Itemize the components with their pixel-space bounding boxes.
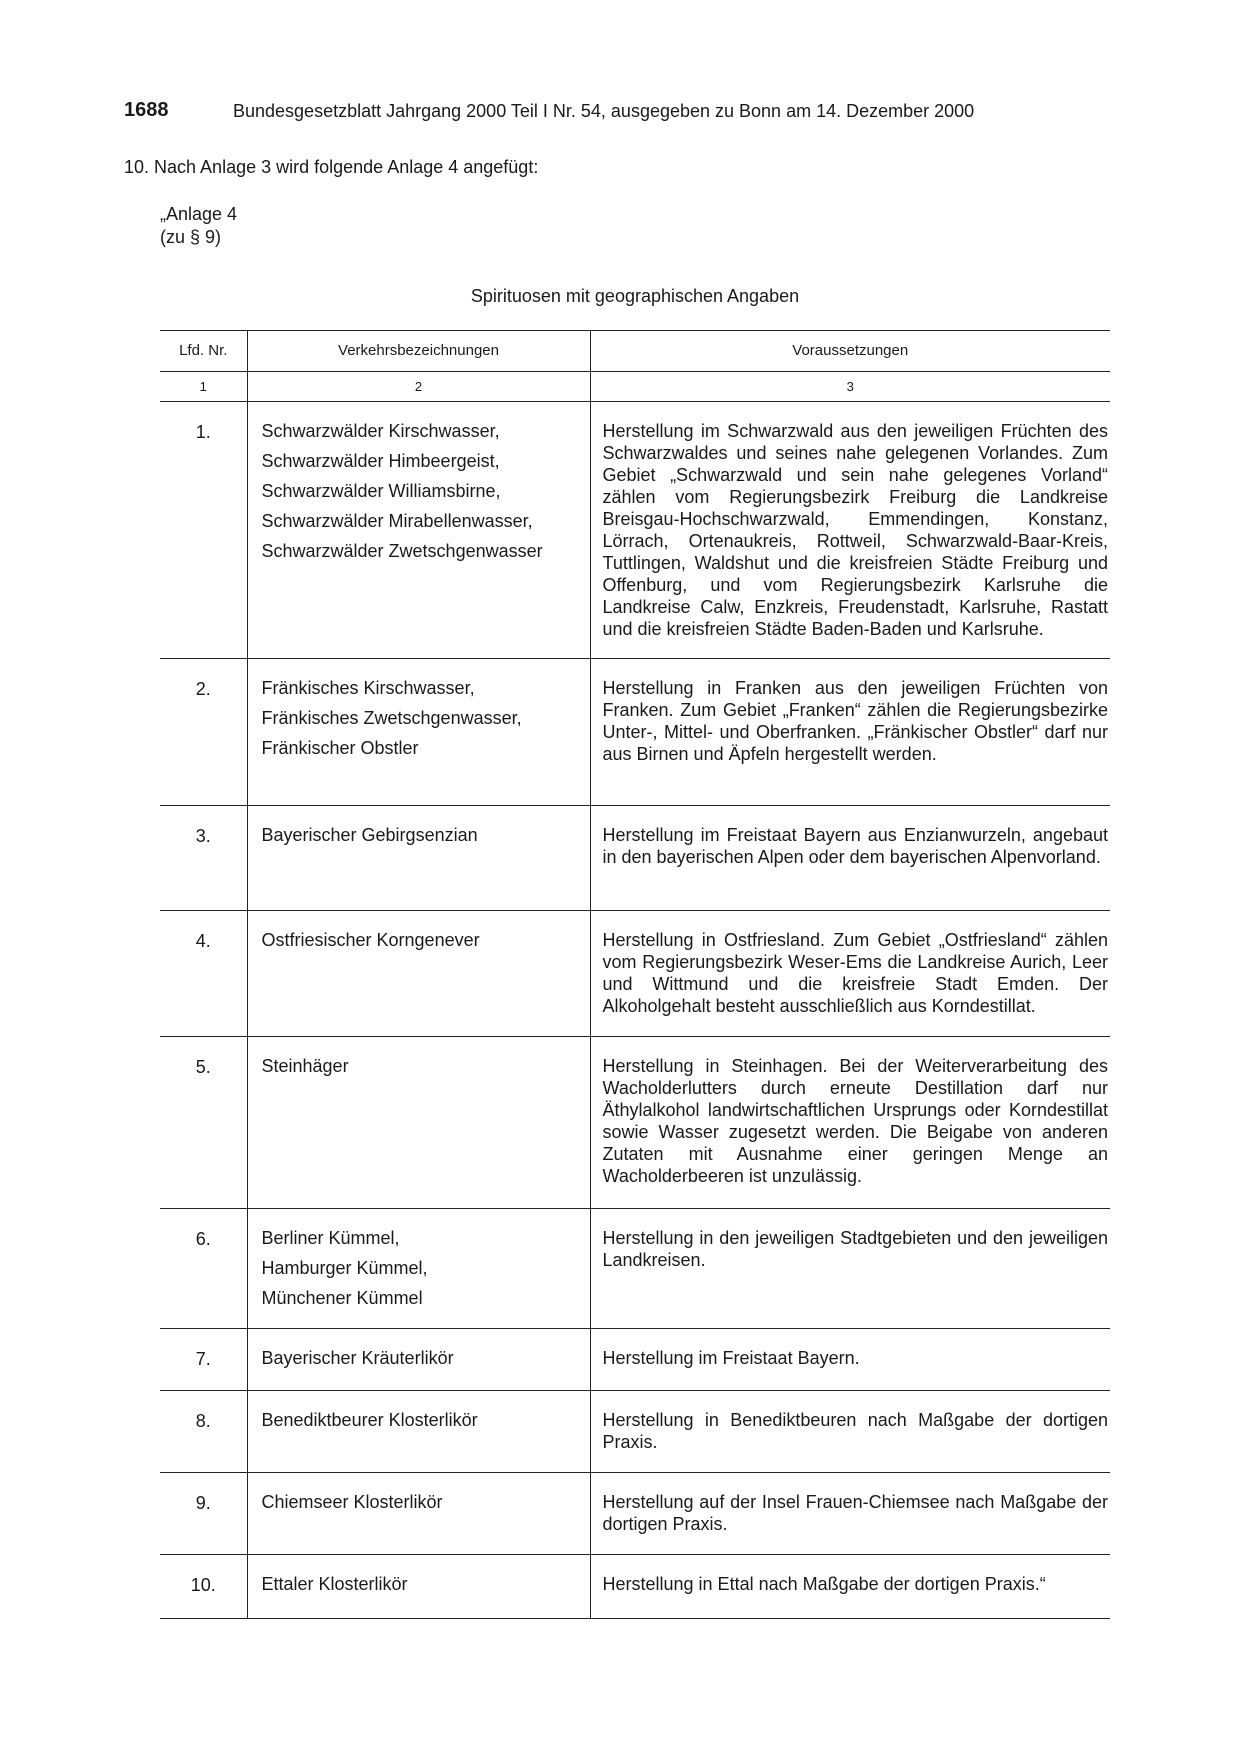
designations-cell [247,659,590,806]
running-head: Bundesgesetzblatt Jahrgang 2000 Teil I Nr. 54, ausgegeben zu Bonn am 14. Dezember 2000 [233,101,975,121]
column-header-conditions: Voraussetzungen [590,331,1110,372]
designation: Schwarzwälder Williamsbirne, [261,481,501,501]
row-number: 10. [160,1555,247,1619]
column-number: 3 [590,372,1110,402]
amendment-item: 10. Nach Anlage 3 wird folgende Anlage 4 angefügt: [124,157,539,177]
page-number: 1688 [124,99,169,121]
designation: Ostfriesischer Korngenever [261,930,480,950]
table-row [160,806,1110,911]
designation: Fränkisches Zwetschgenwasser, [261,708,522,728]
column-number: 1 [160,372,247,402]
designation: Steinhäger [261,1056,349,1076]
row-number: 4. [160,911,247,1037]
conditions-cell: Herstellung im Freistaat Bayern. [590,1329,1110,1391]
designation: Berliner Kümmel, [261,1228,400,1248]
designation: Ettaler Klosterlikör [261,1574,408,1594]
conditions-cell: Herstellung im Freistaat Bayern aus Enzianwurzeln, angebaut in den bayerischen Alpen oder dem bayerischen Alpenvorland. [590,806,1110,911]
designation: Schwarzwälder Kirschwasser, [261,421,500,441]
annex-heading [160,203,237,249]
designations-cell [247,1329,590,1391]
conditions-cell: Herstellung im Schwarzwald aus den jeweiligen Früchten des Schwarzwaldes und seines nahe gelegenen Vorlandes. Zum Gebiet „Schwarzwald und sein nahe gelegenes Vorland“ zählen vom Regierungsbezirk Freiburg die Landkreise Breisgau-Hochschwarzwald, Emmendingen, Konstanz, Lörrach, Ortenaukreis, Rottweil, Schwarzwald-Baar-Kreis, Tuttlingen, Waldshut und die kreisfreien Städte Freiburg und Offenburg, und vom Regierungsbezirk Karlsruhe die Landkreise Calw, Enzkreis, Freudenstadt, Karlsruhe, Rastatt und die kreisfreien Städte Baden-Baden und Karlsruhe. [590,402,1110,659]
annex-reference: (zu § 9) [160,227,222,247]
conditions-cell: Herstellung in Steinhagen. Bei der Weiterverarbeitung des Wacholderlutters durch erneute Destillation darf nur Äthylalkohol landwirtschaftlichen Ursprungs oder Korndestillat sowie Wasser zugesetzt werden. Die Beigabe von anderen Zutaten mit Ausnahme einer geringen Menge an Wacholderbeeren ist unzulässig. [590,1037,1110,1209]
table-row [160,1473,1110,1555]
row-number: 7. [160,1329,247,1391]
designations-cell [247,1391,590,1473]
table-row [160,911,1110,1037]
conditions-cell: Herstellung in Ettal nach Maßgabe der dortigen Praxis.“ [590,1555,1110,1619]
designations-cell [247,806,590,911]
row-number: 5. [160,1037,247,1209]
designations-cell [247,1209,590,1329]
row-number: 6. [160,1209,247,1329]
conditions-cell: Herstellung in Franken aus den jeweiligen Früchten von Franken. Zum Gebiet „Franken“ zählen die Regierungsbezirke Unter-, Mittel- und Oberfranken. „Fränkischer Obstler“ darf nur aus Birnen und Äpfeln hergestellt werden. [590,659,1110,806]
column-header-number: Lfd. Nr. [160,331,247,372]
table-row [160,1209,1110,1329]
table-title: Spirituosen mit geographischen Angaben [470,286,800,306]
annex-title: „Anlage 4 [160,204,238,224]
table-row [160,659,1110,806]
designation: Münchener Kümmel [261,1288,423,1308]
row-number: 2. [160,659,247,806]
table-row [160,1329,1110,1391]
conditions-cell: Herstellung in Benediktbeuren nach Maßgabe der dortigen Praxis. [590,1391,1110,1473]
designation: Fränkisches Kirschwasser, [261,678,475,698]
row-number: 9. [160,1473,247,1555]
conditions-cell: Herstellung in Ostfriesland. Zum Gebiet „Ostfriesland“ zählen vom Regierungsbezirk Weser-Ems die Landkreise Aurich, Leer und Wittmund und die kreisfreie Stadt Emden. Der Alkoholgehalt besteht ausschließlich aus Korndestillat. [590,911,1110,1037]
table-row [160,402,1110,659]
designation: Benediktbeurer Klosterlikör [261,1410,478,1430]
row-number: 1. [160,402,247,659]
conditions-cell: Herstellung in den jeweiligen Stadtgebieten und den jeweiligen Landkreisen. [590,1209,1110,1329]
row-number: 8. [160,1391,247,1473]
table-header-row [160,331,1110,372]
row-number: 3. [160,806,247,911]
designations-cell [247,1555,590,1619]
designation: Schwarzwälder Mirabellenwasser, [261,511,533,531]
column-header-designations: Verkehrsbezeichnungen [247,331,590,372]
designation: Bayerischer Gebirgsenzian [261,825,478,845]
spirits-table [160,330,1110,1619]
designations-cell [247,911,590,1037]
designations-cell [247,402,590,659]
conditions-cell: Herstellung auf der Insel Frauen-Chiemsee nach Maßgabe der dortigen Praxis. [590,1473,1110,1555]
designation: Schwarzwälder Zwetschgenwasser [261,541,543,561]
designation: Schwarzwälder Himbeergeist, [261,451,500,471]
column-number: 2 [247,372,590,402]
table-row [160,1555,1110,1619]
designations-cell [247,1037,590,1209]
designation: Hamburger Kümmel, [261,1258,428,1278]
designation: Fränkischer Obstler [261,738,419,758]
designation: Bayerischer Kräuterlikör [261,1348,454,1368]
table-row [160,1391,1110,1473]
column-number-row [160,372,1110,402]
designation: Chiemseer Klosterlikör [261,1492,443,1512]
table-row [160,1037,1110,1209]
designations-cell [247,1473,590,1555]
